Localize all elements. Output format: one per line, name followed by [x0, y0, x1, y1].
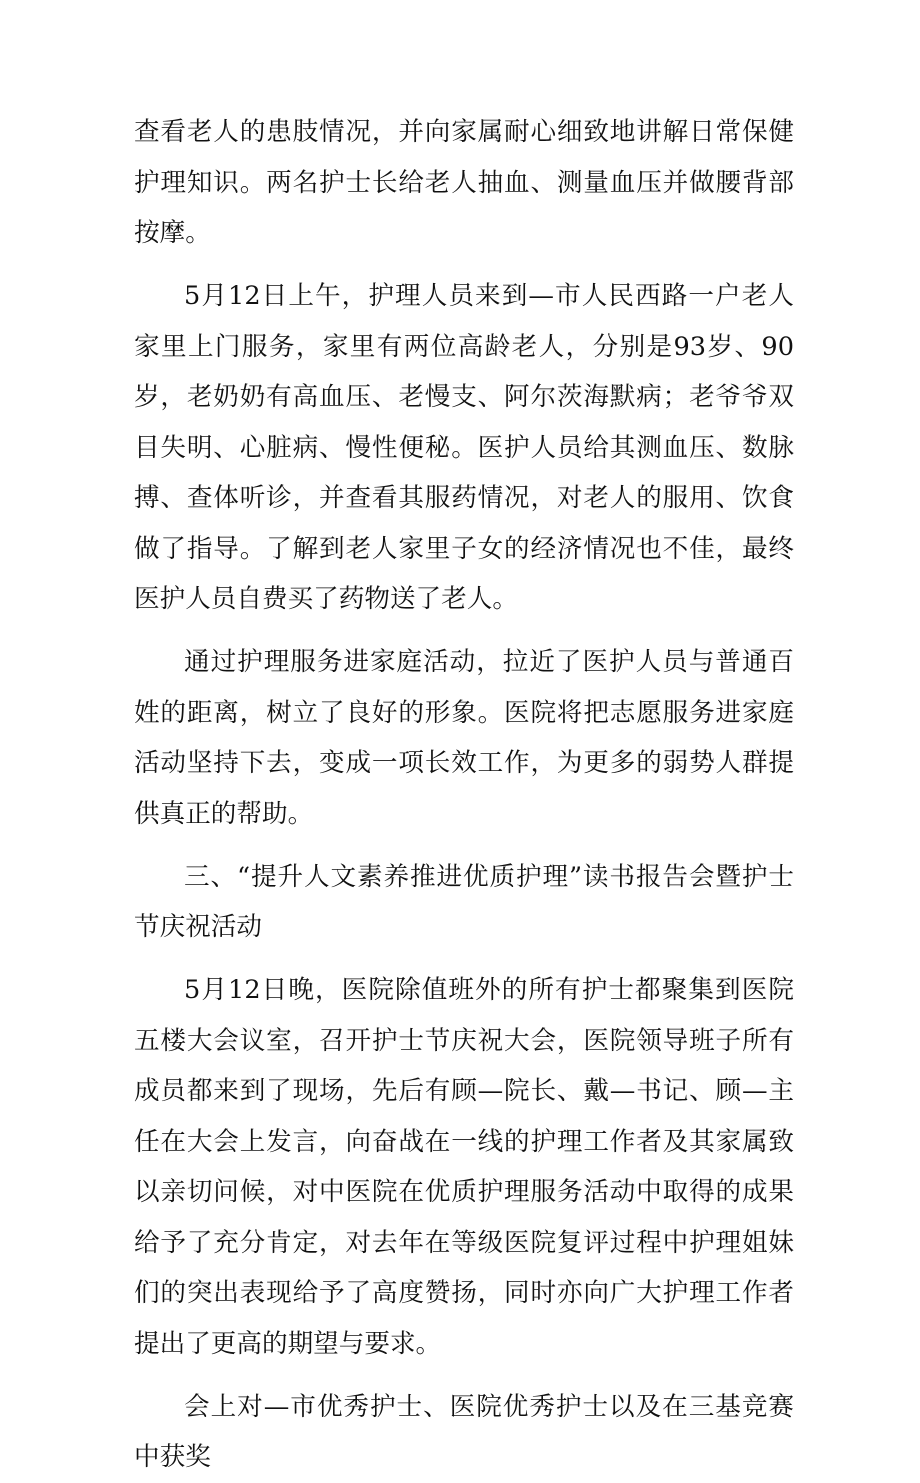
paragraph-celebration-meeting: 5月12日晚，医院除值班外的所有护士都聚集到医院五楼大会议室，召开护士节庆祝大会，医院领导班子所有成员都来到了现场，先后有顾—院长、戴—书记、顾—主任在大会上发言，向奋战在一线的护理工作者及其家属致以亲切问候，对中医院在优质护理服务活动中取得的成果给予了充分肯定，对去年在等级医院复评过程中护理姐妹们的突出表现给予了高度赞扬，同时亦向广大护理工作者提出了更高的期望与要求。: [134, 975, 794, 1359]
section-heading-three: 三、“提升人文素养推进优质护理”读书报告会暨护士节庆祝活动: [134, 861, 794, 942]
paragraph-continued-visit: 查看老人的患肢情况，并向家属耐心细致地讲解日常保健护理知识。两名护士长给老人抽血、测量血压并做腰背部按摩。: [134, 117, 794, 248]
paragraph-awards: 会上对—市优秀护士、医院优秀护士以及在三基竞赛中获奖: [134, 1391, 794, 1472]
paragraph-may12-home-visit: 5月12日上午，护理人员来到—市人民西路一户老人家里上门服务，家里有两位高龄老人，分别是93岁、90岁，老奶奶有高血压、老慢支、阿尔茨海默病；老爷爷双目失明、心脏病、慢性便秘。医护人员给其测血压、数脉搏、查体听诊，并查看其服药情况，对老人的服用、饮食做了指导。了解到老人家里子女的经济情况也不佳，最终医护人员自费买了药物送了老人。: [134, 281, 794, 614]
paragraph-activity-summary: 通过护理服务进家庭活动，拉近了医护人员与普通百姓的距离，树立了良好的形象。医院将把志愿服务进家庭活动坚持下去，变成一项长效工作，为更多的弱势人群提供真正的帮助。: [134, 647, 794, 829]
document-body: [134, 107, 794, 1483]
